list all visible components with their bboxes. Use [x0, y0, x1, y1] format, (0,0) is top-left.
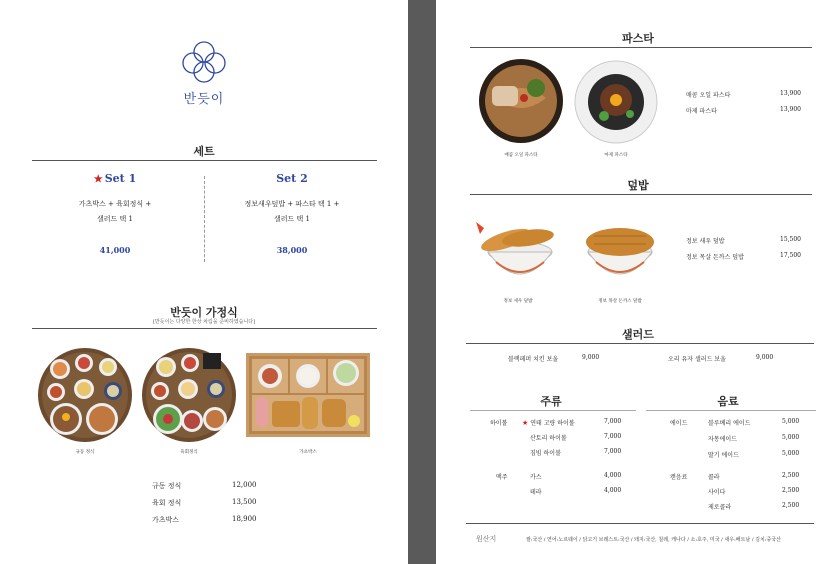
shrimp-donburi-caption: 정보 새우 덮밥 — [503, 299, 533, 304]
drinks-item-price: 2,500 — [782, 472, 800, 479]
liquor-item-name: 카스 — [530, 474, 542, 481]
pasta-item-price: 13,900 — [780, 90, 801, 97]
brand-logo-icon — [181, 40, 227, 84]
signature-star-icon: ★ — [93, 174, 103, 185]
liquor-item-name: 짐빔 하이볼 — [530, 450, 561, 457]
spicy-oil-pasta-caption: 매콤 오일 파스타 — [504, 153, 538, 158]
set-column-divider — [204, 176, 205, 262]
home-item-row — [152, 498, 272, 508]
liquor-item-price: 4,000 — [604, 472, 622, 479]
liquor-group-label: 하이볼 — [490, 420, 508, 427]
drinks-item-name: 콜라 — [708, 474, 720, 481]
set-divider — [32, 160, 377, 161]
donburi-item-price: 17,500 — [780, 252, 801, 259]
page-gutter — [408, 0, 436, 564]
home-item-row — [152, 515, 272, 525]
drinks-group-label: 에이드 — [670, 420, 688, 427]
drinks-item-name: 사이다 — [708, 489, 726, 496]
gyudon-set-photo — [36, 347, 134, 443]
menu-page-left — [0, 0, 408, 564]
salad-item-name: 오리 유자 샐러드 보울 — [668, 356, 726, 363]
set-1-name: Set 1 — [104, 172, 137, 185]
home-item-price: 12,000 — [232, 481, 257, 489]
pork-katsu-donburi-photo — [574, 204, 666, 290]
pasta-divider — [470, 47, 812, 48]
set-2-desc-line1: 정보새우덮밥 + 파스타 택 1 + — [244, 200, 340, 208]
home-meal-note: [반듯이는 다양한 한상 차림을 준비하였습니다] — [152, 319, 256, 325]
set-2-desc-line2: 샐러드 택 1 — [274, 215, 310, 223]
liquor-group-label: 맥주 — [496, 474, 508, 481]
home-item-name: 가츠박스 — [152, 516, 180, 524]
brand-block — [0, 40, 408, 107]
pork-katsu-donburi-caption: 정보 목살 돈까스 덮밥 — [598, 299, 642, 304]
drinks-item-name: 블루베리 에이드 — [708, 420, 751, 427]
home-item-price: 13,500 — [232, 498, 257, 506]
donburi-divider — [470, 194, 812, 195]
home-item-name: 규동 정식 — [152, 482, 182, 490]
drinks-item-name: 딸기 에이드 — [708, 452, 739, 459]
drinks-item-price: 5,000 — [782, 450, 800, 457]
pasta-item-name: 마제 파스타 — [686, 108, 717, 115]
drinks-section-title: 음료 — [717, 395, 739, 408]
drinks-divider — [646, 410, 816, 411]
drinks-item-name: 자몽에이드 — [708, 436, 737, 443]
set-1-desc-line2: 샐러드 택 1 — [97, 215, 133, 223]
drinks-item-name: 제로콜라 — [708, 504, 732, 511]
mazemen-pasta-caption: 마제 파스타 — [604, 153, 628, 158]
origin-divider — [466, 523, 814, 524]
katsu-box-photo — [246, 353, 370, 437]
drinks-group-label: 캔음료 — [670, 474, 688, 481]
pasta-item-price: 13,900 — [780, 106, 801, 113]
donburi-item-name: 정보 새우 덮밥 — [686, 238, 725, 245]
liquor-item-row — [522, 418, 575, 427]
drinks-item-price: 2,500 — [782, 487, 800, 494]
set-2-card — [212, 172, 372, 255]
liquor-item-price: 7,000 — [604, 433, 622, 440]
menu-page-right — [436, 0, 840, 564]
origin-label: 원산지 — [476, 535, 497, 543]
home-item-name: 육회 정식 — [152, 499, 182, 507]
salad-item-price: 9,000 — [582, 354, 600, 361]
spicy-oil-pasta-photo — [478, 58, 564, 144]
salad-divider — [466, 343, 814, 344]
liquor-item-price: 7,000 — [604, 448, 622, 455]
liquor-section-title: 주류 — [540, 395, 562, 408]
donburi-item-name: 정보 목살 돈까스 덮밥 — [686, 254, 744, 261]
origin-text: 쌀:국산 / 연어:노르웨이 / 닭고기 브레스트:국산 / 돼지:국산, 칠레, 캐나다 / 소:호주, 미국 / 새우:베트남 / 김치:중국산 — [526, 537, 781, 543]
drinks-item-price: 5,000 — [782, 418, 800, 425]
set-2-name: Set 2 — [276, 172, 308, 185]
donburi-section-title: 덮밥 — [627, 179, 649, 192]
home-meal-divider — [32, 328, 377, 329]
mazemen-pasta-photo — [574, 60, 658, 144]
drinks-item-price: 2,500 — [782, 502, 800, 509]
gyudon-set-caption: 규동 정식 — [75, 450, 95, 455]
set-1-price: 41,000 — [99, 245, 131, 255]
set-section-title: 세트 — [193, 145, 215, 158]
signature-star-icon: ★ — [522, 419, 529, 427]
salad-item-name: 블랙페퍼 치킨 보울 — [508, 356, 559, 363]
yukhoe-set-caption: 육회정식 — [180, 450, 198, 455]
set-1-desc-line1: 가츠박스 + 육회정식 + — [78, 200, 152, 208]
liquor-divider — [470, 410, 636, 411]
donburi-item-price: 15,500 — [780, 236, 801, 243]
salad-item-price: 9,000 — [756, 354, 774, 361]
salad-section-title: 샐러드 — [622, 328, 654, 341]
yukhoe-set-photo — [140, 347, 238, 443]
liquor-item-name: 산토리 하이볼 — [530, 435, 567, 442]
katsu-box-caption: 가츠박스 — [299, 450, 317, 455]
pasta-item-name: 매콤 오일 파스타 — [686, 92, 731, 99]
liquor-item-name: 테라 — [530, 489, 542, 496]
home-item-row — [152, 481, 272, 491]
shrimp-donburi-photo — [470, 204, 566, 290]
liquor-item-price: 4,000 — [604, 487, 622, 494]
pasta-section-title: 파스타 — [622, 32, 654, 45]
set-2-price: 38,000 — [276, 245, 308, 255]
home-meal-title: 반듯이 가정식 — [170, 306, 238, 319]
brand-name: 반듯이 — [183, 92, 225, 107]
liquor-item-name: 연태 고량 하이볼 — [530, 420, 575, 427]
liquor-item-price: 7,000 — [604, 418, 622, 425]
home-item-price: 18,900 — [232, 515, 257, 523]
drinks-item-price: 5,000 — [782, 434, 800, 441]
set-1-card — [40, 172, 190, 255]
